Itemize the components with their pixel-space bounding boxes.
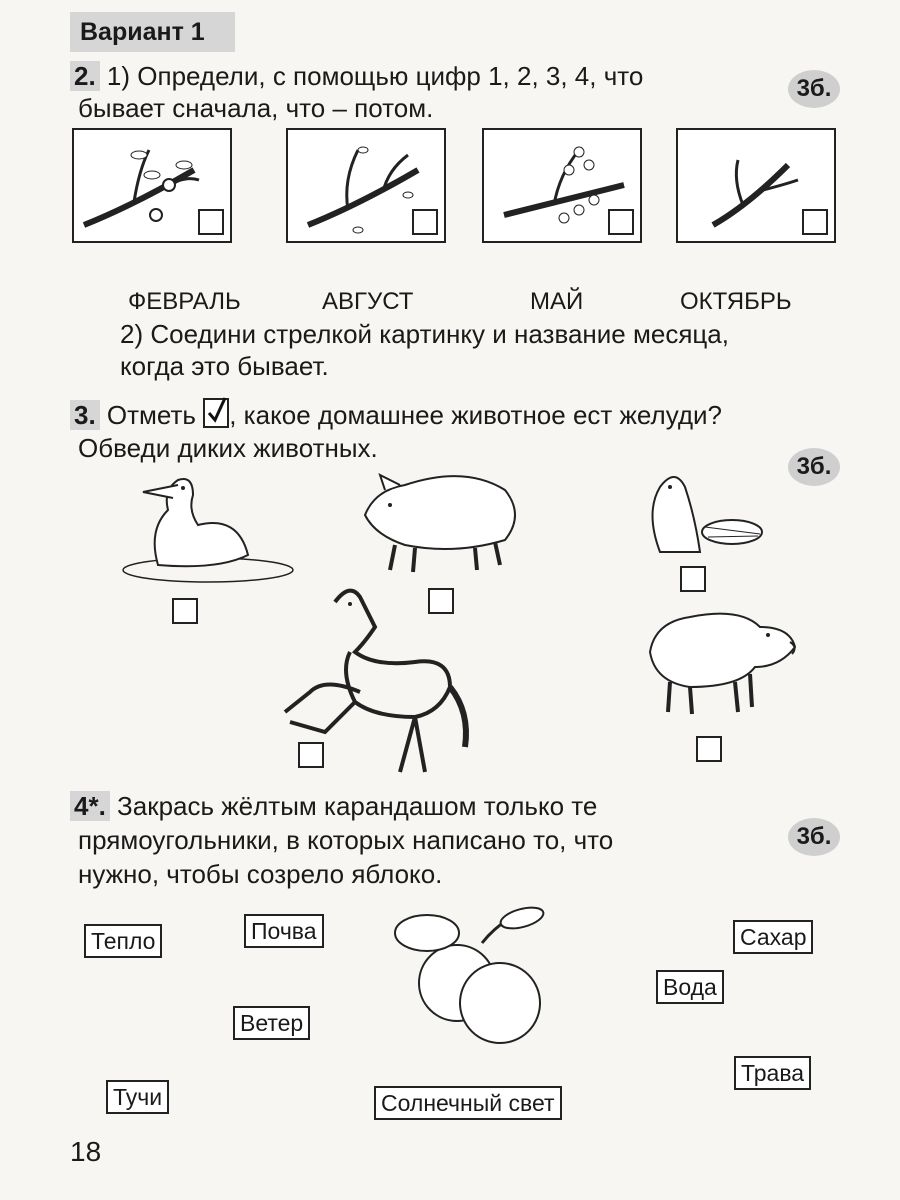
task2-line2: бывает сначала, что – потом.: [78, 93, 434, 123]
task3-number: 3.: [70, 400, 100, 430]
variant-label: Вариант 1: [70, 12, 235, 52]
task2-text1: 1) Определи, с помощью цифр 1, 2, 3, 4, что: [106, 61, 644, 91]
task4-line1: [70, 790, 597, 822]
picture3-answer-box[interactable]: [608, 209, 634, 235]
picture2-answer-box[interactable]: [412, 209, 438, 235]
beaver-checkbox[interactable]: [680, 566, 706, 592]
task3-text1a: Отметь: [106, 400, 196, 430]
word-sakhar[interactable]: Сахар: [733, 920, 813, 954]
apples-illustration: [372, 898, 572, 1048]
word-tuchi[interactable]: Тучи: [106, 1080, 169, 1114]
duck-illustration: [118, 470, 293, 590]
task3-text1b: , какое домашнее животное ест желуди?: [229, 400, 722, 430]
word-veter[interactable]: Ветер: [233, 1006, 310, 1040]
picture-branch-bare: [676, 128, 836, 243]
task2-score: 3б.: [788, 70, 840, 108]
word-teplo[interactable]: Тепло: [84, 924, 162, 958]
task2-sub-line1: 2) Соедини стрелкой картинку и название месяца,: [120, 319, 729, 349]
task4-line3: нужно, чтобы созрело яблоко.: [78, 859, 443, 889]
boar-illustration: [640, 602, 800, 722]
task3-line1: [70, 398, 722, 431]
word-pochva[interactable]: Почва: [244, 914, 324, 948]
task2-line1: [70, 60, 643, 92]
picture4-answer-box[interactable]: [802, 209, 828, 235]
beaver-illustration: [640, 462, 765, 562]
page-number: 18: [70, 1136, 102, 1167]
checkmark-icon: [203, 398, 229, 428]
picture-branch-blossom: [482, 128, 642, 243]
month-august[interactable]: АВГУСТ: [322, 288, 414, 315]
task4-text1: Закрась жёлтым карандашом только те: [117, 791, 598, 821]
task4-score: 3б.: [788, 818, 840, 856]
picture-branch-apples: [72, 128, 232, 243]
boar-checkbox[interactable]: [696, 736, 722, 762]
horse-checkbox[interactable]: [298, 742, 324, 768]
word-solnce[interactable]: Солнечный свет: [374, 1086, 562, 1120]
task3-line2: Обведи диких животных.: [78, 433, 378, 463]
task2-number: 2.: [70, 61, 100, 91]
task2-sub-line2: когда это бывает.: [120, 351, 329, 381]
duck-checkbox[interactable]: [172, 598, 198, 624]
picture1-answer-box[interactable]: [198, 209, 224, 235]
task4-number: 4*.: [70, 791, 110, 821]
month-october[interactable]: ОКТЯБРЬ: [680, 288, 792, 315]
pig-illustration: [355, 460, 525, 580]
word-voda[interactable]: Вода: [656, 970, 724, 1004]
word-trava[interactable]: Трава: [734, 1056, 811, 1090]
task3-score: 3б.: [788, 448, 840, 486]
month-february[interactable]: ФЕВРАЛЬ: [128, 288, 241, 315]
month-may[interactable]: МАЙ: [530, 288, 584, 315]
picture-branch-autumn: [286, 128, 446, 243]
task4-line2: прямоугольники, в которых написано то, что: [78, 825, 614, 855]
